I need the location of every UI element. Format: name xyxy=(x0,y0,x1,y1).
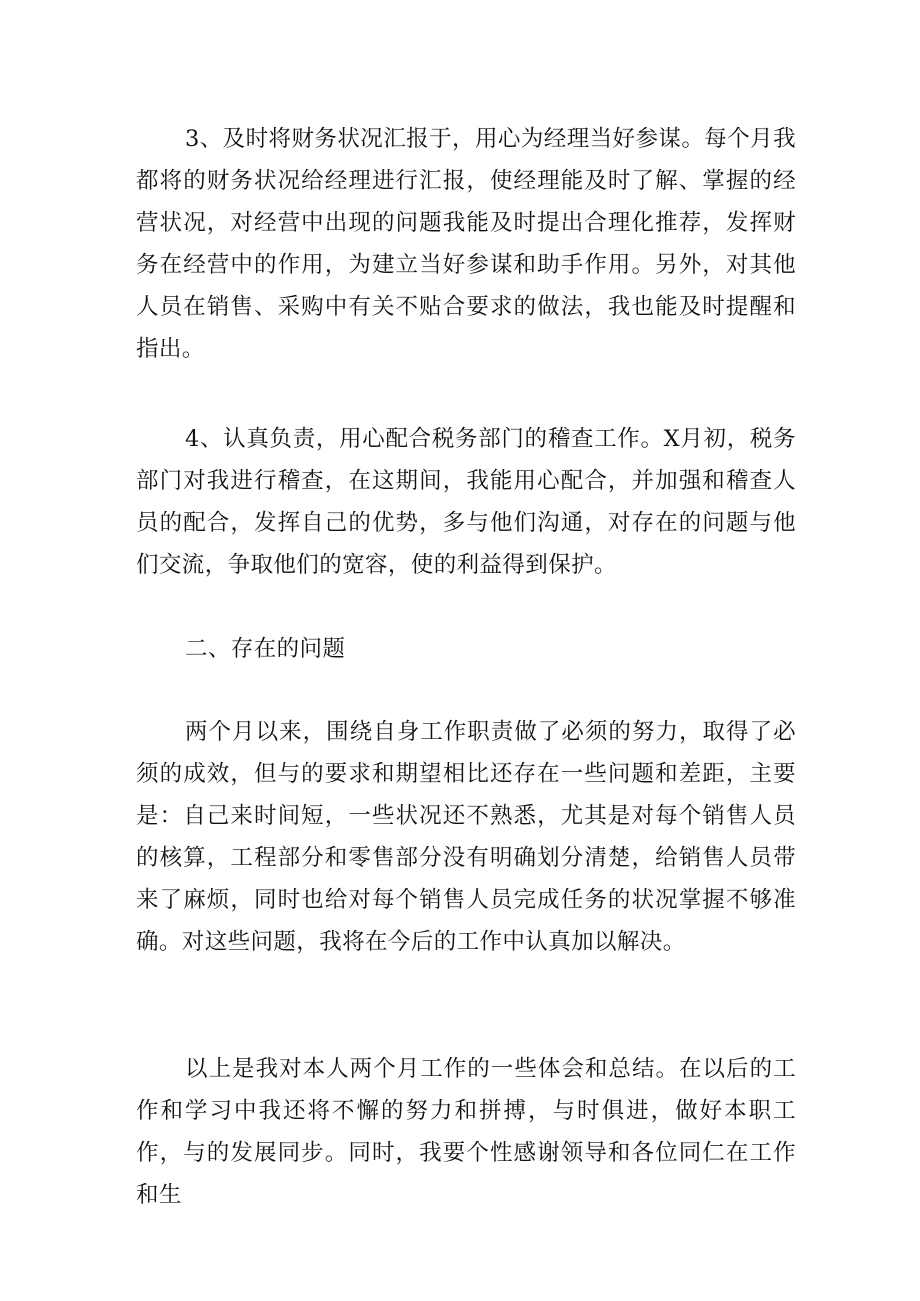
paragraph-item-4-tax-inspection: 4、认真负责，用心配合税务部门的稽查工作。X月初，税务部门对我进行稽查，在这期间，我能用心配合，并加强和稽查人员的配合，发挥自己的优势，多与他们沟通，对存在的问题与他们交流，争取他们的宽容，使的利益得到保护。 xyxy=(136,426,796,578)
paragraph-problems-description: 两个月以来，围绕自身工作职责做了必须的努力，取得了必须的成效，但与的要求和期望相比还存在一些问题和差距，主要是：自己来时间短，一些状况还不熟悉，尤其是对每个销售人员的核算，工程部分和零售部分没有明确划分清楚，给销售人员带来了麻烦，同时也给对每个销售人员完成任务的状况掌握不够准确。对这些问题，我将在今后的工作中认真加以解决。 xyxy=(136,719,796,955)
paragraph-item-3-financial-reporting: 3、及时将财务状况汇报于，用心为经理当好参谋。每个月我都将的财务状况给经理进行汇报，使经理能及时了解、掌握的经营状况，对经营中出现的问题我能及时提出合理化推荐，发挥财务在经营中的作用，为建立当好参谋和助手作用。另外，对其他人员在销售、采购中有关不贴合要求的做法，我也能及时提醒和指出。 xyxy=(136,126,796,362)
section-heading-existing-problems: 二、存在的问题 xyxy=(185,636,346,662)
paragraph-summary: 以上是我对本人两个月工作的一些体会和总结。在以后的工作和学习中我还将不懈的努力和拼搏，与时俱进，做好本职工作，与的发展同步。同时，我要个性感谢领导和各位同仁在工作和生 xyxy=(136,1056,796,1208)
